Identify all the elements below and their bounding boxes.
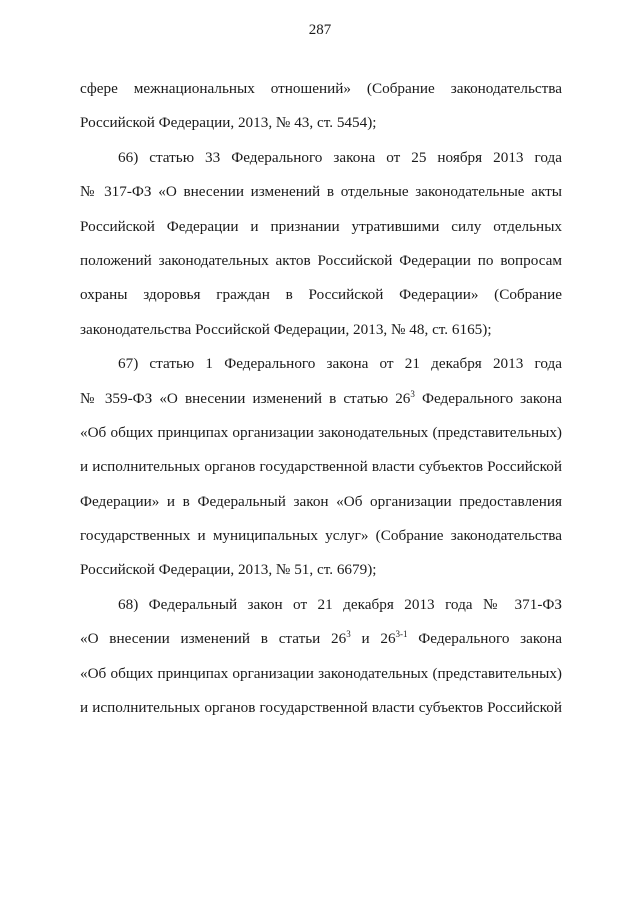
text-line: Российской Федерации и признании утратившими силу отдельных: [80, 217, 562, 235]
text-line: Российской Федерации, 2013, № 51, ст. 6679);: [80, 561, 377, 579]
text-line: и исполнительных органов государственной власти субъектов Российской: [80, 458, 562, 476]
text-line: и исполнительных органов государственной власти субъектов Российской: [80, 699, 562, 717]
text-line: 66) статью 33 Федерального закона от 25 ноября 2013 года: [118, 148, 562, 166]
text-run: № 359-ФЗ «О внесении изменений в статью 26: [80, 389, 411, 407]
text-line: «Об общих принципах организации законодательных (представительных): [80, 664, 562, 682]
text-line: положений законодательных актов Российской Федерации по вопросам: [80, 251, 562, 269]
text-line: [80, 622, 562, 656]
text-run: и 26: [350, 630, 396, 648]
text-line: законодательства Российской Федерации, 2013, № 48, ст. 6165);: [80, 320, 492, 338]
text-run: Федерального закона: [407, 630, 562, 648]
text-line: Российской Федерации, 2013, № 43, ст. 5454);: [80, 114, 377, 132]
superscript: 3: [410, 388, 415, 399]
text-line: сфере межнациональных отношений» (Собрание законодательства: [80, 80, 562, 97]
text-line: 67) статью 1 Федерального закона от 21 декабря 2013 года: [118, 355, 562, 373]
body-text: [80, 72, 562, 725]
text-line: Федерации» и в Федеральный закон «Об организации предоставления: [80, 492, 562, 510]
text-line: государственных и муниципальных услуг» (Собрание законодательства: [80, 527, 562, 545]
text-run: Федерального закона: [414, 389, 562, 407]
superscript: 3: [346, 629, 351, 640]
text-line: 68) Федеральный закон от 21 декабря 2013 года № 371-ФЗ: [118, 595, 562, 613]
page-number: 287: [308, 22, 332, 38]
superscript: 3-1: [395, 629, 408, 640]
text-line: охраны здоровья граждан в Российской Федерации» (Собрание: [80, 286, 562, 304]
text-line: «Об общих принципах организации законодательных (представительных): [80, 423, 562, 441]
text-line: [80, 382, 562, 416]
text-run: «О внесении изменений в статьи 26: [80, 630, 347, 648]
text-line: № 317-ФЗ «О внесении изменений в отдельные законодательные акты: [80, 183, 562, 201]
